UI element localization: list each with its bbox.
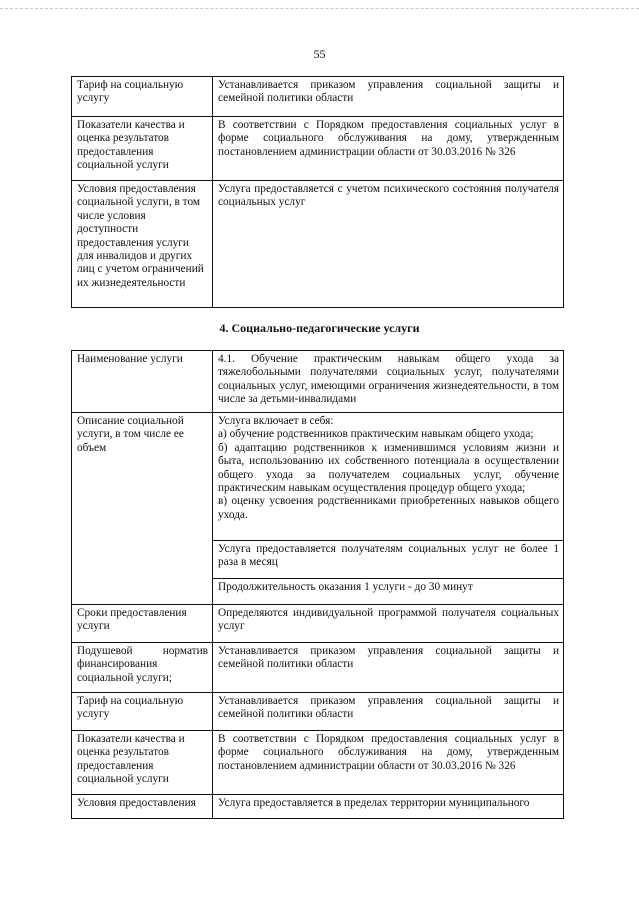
row-label-norm bbox=[72, 643, 213, 693]
row-value-quality: В соответствии с Порядком предоставления социальных услуг в форме социального обслуживания на дому, утвержденным постановлением администрации области от 30.03.2016 № 326 bbox=[213, 117, 564, 181]
row-value-conditions: Услуга предоставляется с учетом психического состояния получателя социальных услуг bbox=[213, 181, 564, 308]
table-continuation bbox=[71, 76, 564, 308]
row-value-norm: Устанавливается приказом управления социальной защиты и семейной политики области bbox=[213, 643, 564, 693]
row-value-terms: Определяются индивидуальной программой получателя социальных услуг bbox=[213, 605, 564, 643]
table-row bbox=[72, 643, 564, 693]
row-value-tariff: Устанавливается приказом управления социальной защиты и семейной политики области bbox=[213, 77, 564, 117]
row-label-conditions: Условия предоставления социальной услуги, в том числе условия доступности предоставления услуги для инвалидов и других лиц с учетом ограничений их жизнедеятельности bbox=[72, 181, 213, 308]
row-label-tariff-2: Тариф на социальную услугу bbox=[72, 693, 213, 731]
row-label-quality-2: Показатели качества и оценка результатов предоставления социальной услуги bbox=[72, 731, 213, 795]
table-row bbox=[72, 181, 564, 308]
row-label-terms: Сроки предоставления услуги bbox=[72, 605, 213, 643]
table-social-pedagogical-services bbox=[71, 350, 564, 819]
row-value-duration: Продолжительность оказания 1 услуги - до 30 минут bbox=[213, 579, 564, 605]
norm-label-rest: финансирования социальной услуги; bbox=[77, 658, 172, 684]
row-value-tariff-2: Устанавливается приказом управления социальной защиты и семейной политики области bbox=[213, 693, 564, 731]
page-number: 55 bbox=[313, 47, 326, 61]
row-label-tariff: Тариф на социальную услугу bbox=[72, 77, 213, 117]
row-value-conditions-2: Услуга предоставляется в пределах территории муниципального bbox=[213, 795, 564, 819]
table-row bbox=[72, 605, 564, 643]
table-row bbox=[72, 351, 564, 413]
norm-label-line1: Подушевой норматив bbox=[77, 645, 208, 657]
row-label-quality: Показатели качества и оценка результатов предоставления социальной услуги bbox=[72, 117, 213, 181]
table-row bbox=[72, 117, 564, 181]
row-value-description bbox=[213, 413, 564, 541]
description-intro: Услуга включает в себя: bbox=[218, 415, 334, 427]
table-row bbox=[72, 413, 564, 541]
scan-top-edge bbox=[0, 8, 639, 9]
table-row bbox=[72, 795, 564, 819]
section-heading: 4. Социально-педагогические услуги bbox=[219, 321, 420, 335]
description-item-c: в) оценку усвоения родственниками приобретенных навыков общего ухода. bbox=[218, 495, 559, 521]
description-item-a: а) обучение родственников практическим навыкам общего ухода; bbox=[218, 428, 534, 441]
row-value-frequency: Услуга предоставляется получателям социальных услуг не более 1 раза в месяц bbox=[213, 541, 564, 579]
row-label-description: Описание социальной услуги, в том числе ее объем bbox=[72, 413, 213, 605]
row-label-conditions-2: Условия предоставления bbox=[72, 795, 213, 819]
description-item-b: б) адаптацию родственников к изменившимся условиям жизни и быта, использованию их собственного потенциала в осуществлении общего ухода за получателем социальных услуг, обучение практическим навыкам осуществления процедур общего ухода; bbox=[218, 441, 559, 495]
row-label-name: Наименование услуги bbox=[72, 351, 213, 413]
table-row bbox=[72, 731, 564, 795]
row-value-name: 4.1. Обучение практическим навыкам общего ухода за тяжелобольными получателями социальных услуг, получателями социальных услуг, имеющими ограничения жизнедеятельности, в том числе за детьми-инвалидами bbox=[213, 351, 564, 413]
row-value-quality-2: В соответствии с Порядком предоставления социальных услуг в форме социального обслуживания на дому, утвержденным постановлением администрации области от 30.03.2016 № 326 bbox=[213, 731, 564, 795]
table-row bbox=[72, 693, 564, 731]
table-row bbox=[72, 77, 564, 117]
